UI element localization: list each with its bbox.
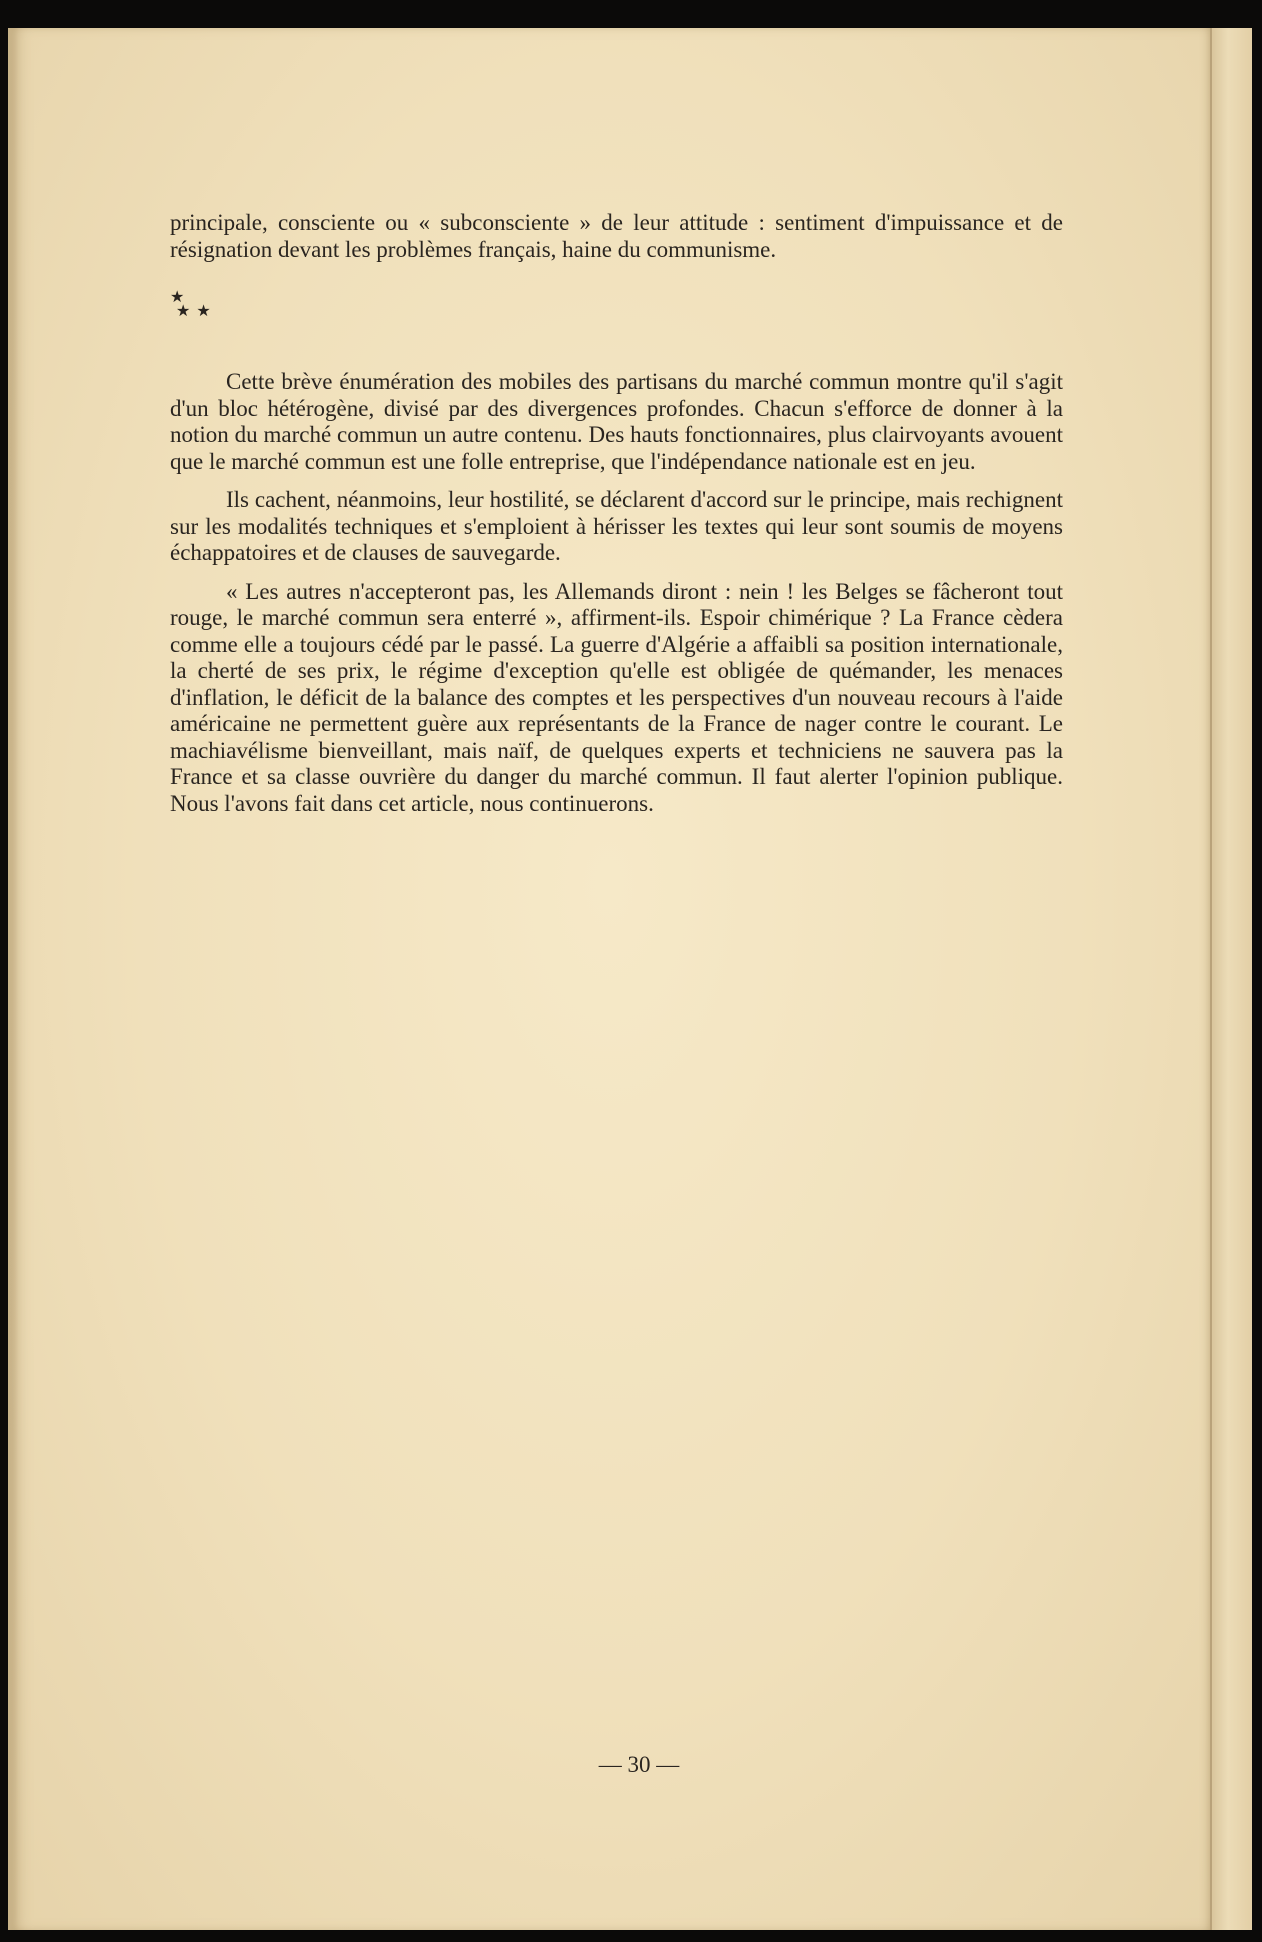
body-text <box>170 210 1063 817</box>
page-binding-shadow <box>8 28 18 1930</box>
separator-star-top: ★ <box>170 289 185 306</box>
section-separator <box>170 291 1063 319</box>
paragraph-continuation: principale, consciente ou « subconsciente » de leur attitude : sentiment d'impuissance et de résignation devant les problèmes français, haine du communisme. <box>170 210 1063 262</box>
paragraph-enumeration: Cette brève énumération des mobiles des partisans du marché commun montre qu'il s'agit d'un bloc hétérogène, divisé par des divergences profondes. Chacun s'efforce de donner à la notion du marché commun un autre contenu. Des hauts fonctionnaires, plus clairvoyants avouent que le marché commun est une folle entreprise, que l'indépendance nationale est en jeu. <box>170 369 1063 474</box>
page-number: — 30 — <box>598 1752 680 1777</box>
paragraph-conclusion: « Les autres n'accepteront pas, les Allemands diront : nein ! les Belges se fâcheront tout rouge, le marché commun sera enterré », affirment-ils. Espoir chimérique ? La France cèdera comme elle a toujours cédé par le passé. La guerre d'Algérie a affaibli sa position internationale, la cherté de ses prix, le régime d'exception qu'elle est obligée de quémander, les menaces d'inflation, le déficit de la balance des comptes et les perspectives d'un nouveau recours à l'aide américaine ne permettent guère aux représentants de la France de nager contre le courant. Le machiavélisme bienveillant, mais naïf, de quelques experts et techniciens ne sauvera pas la France et sa classe ouvrière du danger du marché commun. Il faut alerter l'opinion publique. Nous l'avons fait dans cet article, nous continuerons. <box>170 578 1063 816</box>
separator-stars-bottom: ★★ <box>176 303 217 320</box>
next-page-edge <box>1210 28 1252 1930</box>
paragraph-hostility: Ils cachent, néanmoins, leur hostilité, se déclarent d'accord sur le principe, mais rechignent sur les modalités techniques et s'emploient à hérisser les textes qui leur sont soumis de moyens échappatoires et de clauses de sauvegarde. <box>170 487 1063 565</box>
